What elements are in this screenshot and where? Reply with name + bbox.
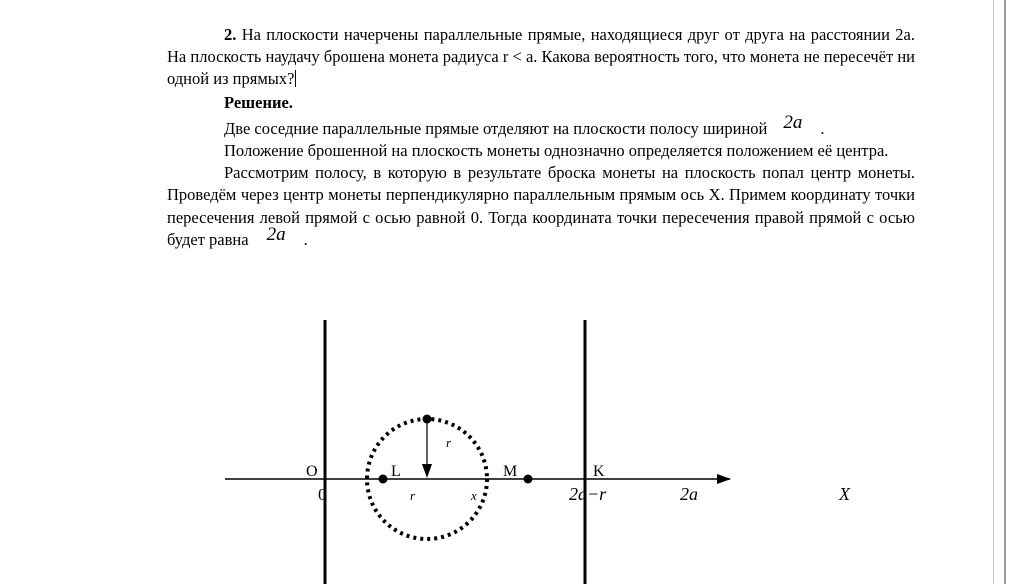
point-L — [379, 475, 388, 484]
problem-number: 2. — [224, 25, 237, 44]
point-top — [423, 415, 432, 424]
solution-heading: Решение. — [224, 92, 293, 112]
tick-zero: 0 — [318, 485, 327, 504]
label-L: L — [391, 463, 401, 480]
solution-para1-text: Две соседние параллельные прямые отделяют на плоскости полосу шириной — [224, 118, 768, 138]
solution-para3-text: Рассмотрим полосу, в которую в результате броска монеты на плоскость попал центр монеты. Проведём через центр монеты перпендикулярно параллельным прямым ось X. Примем координату точки пересечения левой прямой с осью равной 0. Тогда координата точки пересечения правой прямой с осью будет равна — [167, 163, 915, 249]
point-M — [524, 475, 533, 484]
solution-para1-end: . — [820, 118, 825, 138]
problem-text-line1: На плоскости начерчены параллельные прямые, находящиеся друг от друга на — [241, 25, 806, 44]
label-x: x — [471, 488, 477, 503]
label-M: M — [503, 463, 518, 480]
tick-2a-minus-r: 2a−r — [569, 484, 607, 504]
label-r-horizontal: r — [410, 488, 416, 503]
solution-para3-math: 2a — [266, 223, 286, 245]
label-O: O — [306, 463, 318, 480]
problem-text-line3: того, что монета не пересечёт ни одной из прямых? — [167, 47, 916, 89]
radius-arrowhead — [422, 464, 432, 478]
solution-para3-end: . — [303, 229, 308, 249]
axis-label-X: X — [839, 484, 850, 504]
tick-2a: 2a — [680, 484, 698, 504]
solution-para1-math: 2a — [783, 111, 803, 133]
solution-paragraph-2: Положение брошенной на плоскость монеты однозначно определяется положением её центра. — [224, 141, 889, 161]
problem-text-line2: расстоянии 2а. На плоскость наудачу брошена монета радиуса r < a. Какова вероятность — [167, 25, 916, 67]
label-K: K — [593, 463, 605, 480]
label-r-vertical: r — [446, 435, 452, 450]
